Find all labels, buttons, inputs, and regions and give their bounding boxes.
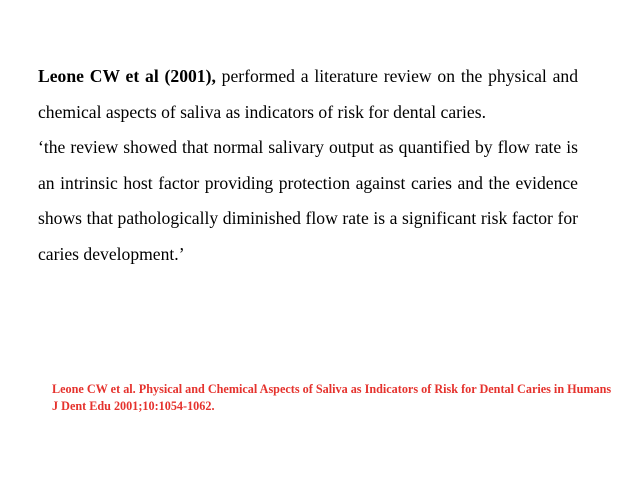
author-citation: Leone CW et al (2001),: [38, 66, 216, 86]
reference-citation: Leone CW et al. Physical and Chemical Aspects of Saliva as Indicators of Risk for Dental Caries in Humans J Dent Edu 2001;10:1054-1062.: [52, 382, 612, 414]
intro-paragraph: [38, 59, 578, 130]
slide-body: [38, 59, 578, 273]
quote-paragraph: ‘the review showed that normal salivary output as quantified by flow rate is an intrinsic host factor providing protection against caries and the evidence shows that pathologically diminished flow rate is a significant risk factor for caries development.’: [38, 137, 578, 264]
intro-text: performed a literature review on the physical and chemical aspects of saliva as indicators of risk for dental caries.: [38, 66, 578, 122]
